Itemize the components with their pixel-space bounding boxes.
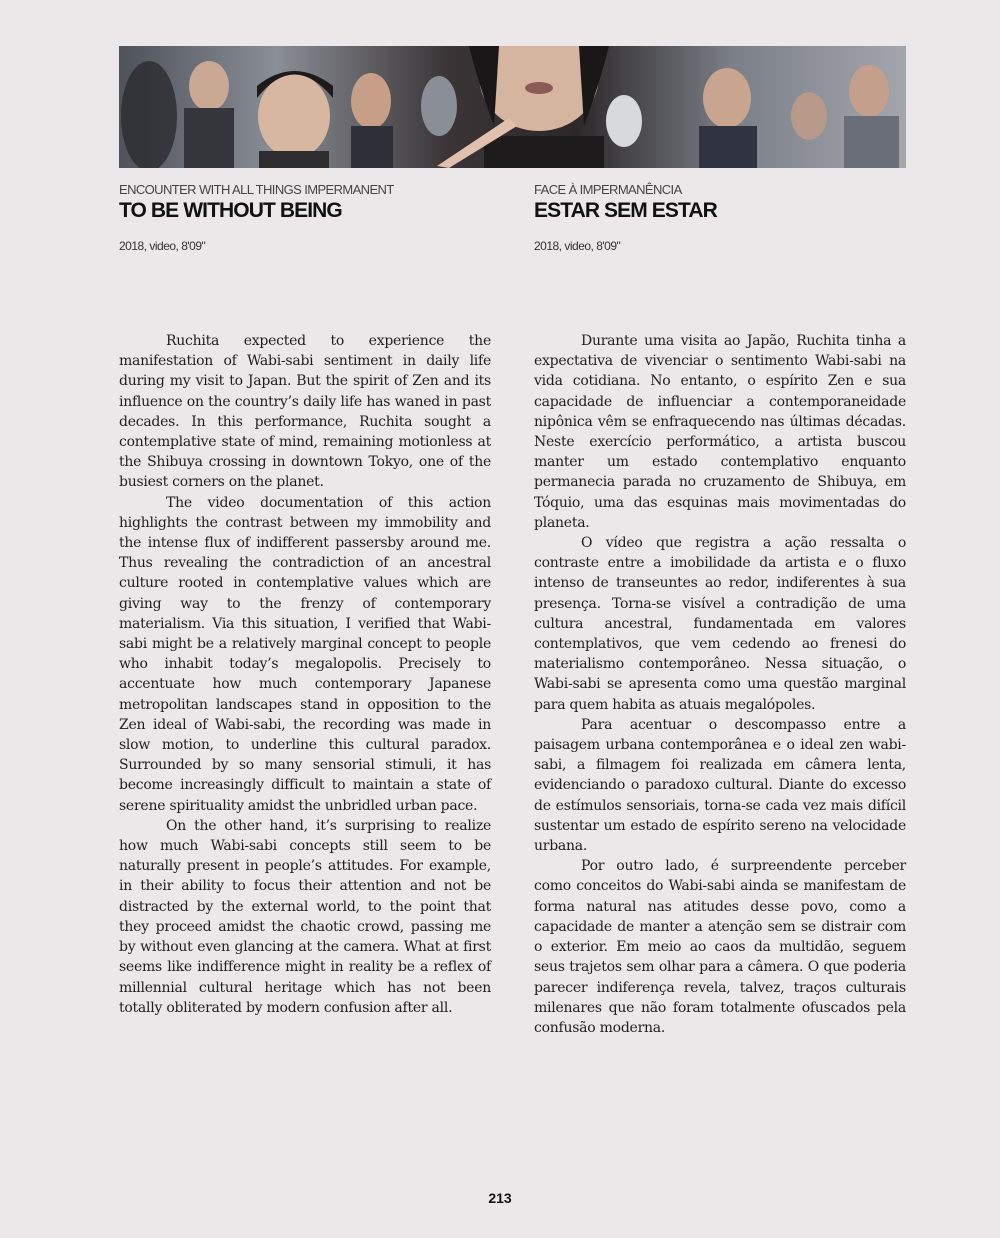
right-paragraph: Por outro lado, é surpreendente perceber como conceitos do Wabi-sabi ainda se manifestam de forma natural nas atitudes desse povo, como a capacidade de manter a atenção sem se distrair com o exterior. Em meio ao caos da multidão, seguem seus trajetos sem olhar para a câmera. O que poderia parecer indiferença revela, talvez, traços culturais milenares que não foram totalmente ofuscados pela confusão moderna. [534, 858, 906, 1036]
left-body [119, 331, 491, 1018]
header-photo [119, 46, 906, 168]
right-column-header [534, 182, 906, 254]
right-paragraph: Para acentuar o descompasso entre a paisagem urbana contemporânea e o ideal zen wabi-sabi, a filmagem foi realizada em câmera lenta, evidenciando o paradoxo cultural. Diante do excesso de estímulos sensoriais, torna-se cada vez mais difícil sustentar um estado de espírito sereno na velocidade urbana. [534, 716, 906, 855]
left-paragraph: On the other hand, it’s surprising to realize how much Wabi-sabi concepts still seem to be naturally present in people’s attitudes. For example, in their ability to focus their attention and not be distracted by the external world, to the point that they proceed amidst the chaotic crowd, passing me by without even glancing at the camera. What at first seems like indifference might in reality be a reflex of millennial cultural heritage which has not been totally obliterated by modern confusion after all. [119, 817, 491, 1016]
right-meta: 2018, video, 8'09" [534, 239, 621, 253]
left-paragraph: Ruchita expected to experience the manifestation of Wabi-sabi sentiment in daily life during my visit to Japan. But the spirit of Zen and its influence on the country’s daily life has waned in past decades. In this performance, Ruchita sought a contemplative state of mind, remaining motionless at the Shibuya crossing in downtown Tokyo, one of the busiest corners on the planet. [119, 333, 491, 491]
right-kicker: FACE À IMPERMANÊNCIA [534, 182, 682, 197]
left-paragraph: The video documentation of this action highlights the contrast between my immobility and the intense flux of indifferent passersby around me. Thus revealing the contradiction of an ancestral culture rooted in contemplative values which are giving way to the frenzy of contemporary materialism. Via this situation, I verified that Wabi-sabi might be a relatively marginal concept to people who inhabit today’s megalopolis. Precisely to accentuate how much contemporary Japanese metropolitan landscapes stand in opposition to the Zen ideal of Wabi-sabi, the recording was made in slow motion, to underline this cultural paradox. Surrounded by so many sensorial stimuli, it has become increasingly difficult to maintain a state of serene spirituality amidst the unbridled urban pace. [119, 494, 491, 814]
right-paragraph: Durante uma visita ao Japão, Ruchita tinha a expectativa de vivenciar o sentimento Wabi-sabi na vida cotidiana. No entanto, o espírito Zen e sua capacidade de influenciar a contemporaneidade nipônica vêm se enfraquecendo nas últimas décadas. Neste exercício performático, a artista buscou manter um estado contemplativo enquanto permanecia parada no cruzamento de Shibuya, em Tóquio, uma das esquinas mais movimentadas do planeta. [534, 333, 906, 531]
right-title: ESTAR SEM ESTAR [534, 199, 717, 222]
crowd-photo-illustration [119, 46, 906, 168]
left-title: TO BE WITHOUT BEING [119, 199, 342, 222]
right-body [534, 331, 906, 1038]
right-paragraph: O vídeo que registra a ação ressalta o contraste entre a imobilidade da artista e o fluxo intenso de transeuntes ao redor, indiferentes à sua presença. Torna-se visível a contradição de uma cultura ancestral, fundamentada em valores contemplativos, que vem cedendo ao frenesi do materialismo contemporâneo. Nessa situação, o Wabi-sabi se apresenta como uma questão marginal para quem habita as atuais megalópoles. [534, 535, 906, 713]
left-kicker: ENCOUNTER WITH ALL THINGS IMPERMANENT [119, 182, 394, 197]
left-meta: 2018, video, 8'09" [119, 239, 206, 253]
page-number: 213 [488, 1190, 512, 1206]
left-column-header [119, 182, 491, 254]
